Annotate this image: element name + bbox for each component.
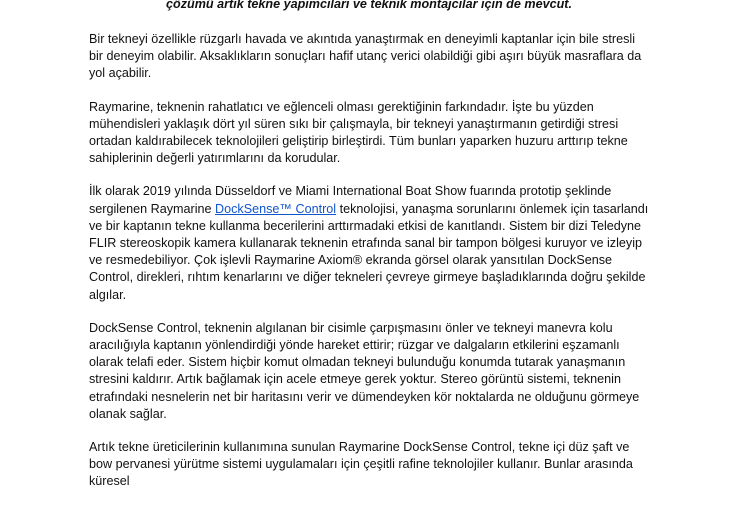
paragraph-1: Bir tekneyi özellikle rüzgarlı havada ve akıntıda yanaştırmak en deneyimli kaptanlar için bile stresli bir deneyim olabilir. Aksaklıkların sonuçları hafif utanç verici olabildiği gibi aşırı büyük masraflara da yol açabilir. bbox=[89, 32, 642, 81]
paragraph-4: DockSense Control, teknenin algılanan bir cisimle çarpışmasını önler ve tekneyi manevra kolu aracılığıyla kaptanın yönlendirdiği yönde hareket ettirir; rüzgar ve dalgaların etkilerini eşzamanlı olarak telafi eder. Sistem hiçbir komut olmadan tekneyi bulunduğu konumda tutarak yanaşmanın stresini kaldırır. Artık bağlamak için acele etmeye gerek yoktur. Stereo görüntü sistemi, teknenin etrafındaki nesnelerin net bir haritasını verir ve dümendeyken kör noktalarda ne olduğunu görmeye olanak sağlar. bbox=[89, 320, 640, 421]
paragraph-5: Artık tekne üreticilerinin kullanımına sunulan Raymarine DockSense Control, tekne içi düz şaft ve bow pervanesi yürütme sistemi uygulamaları için çeşitli rafine teknolojiler kullanır. Bunlar arasında küresel bbox=[89, 440, 633, 489]
document-body bbox=[89, 0, 649, 507]
docksense-control-link[interactable]: DockSense™ Control bbox=[215, 201, 337, 216]
paragraph-3-text-end: teknolojisi, yanaşma sorunlarını önlemek için tasarlandı ve bir kaptanın tekne kullanma becerilerini arttırmadaki etkisi de kanıtlandı. Sistem bir dizi Teledyne FLIR stereoskopik kamera kullanarak teknenin etrafında sanal bir tampon bölgesi kuruyor ve izleyip ve resmedebiliyor. Çok işlevli Raymarine Axiom® ekranda görsel olarak yansıtılan DockSense Control, direkleri, rıhtım kenarlarını ve diğer tekneleri çevreye girmeye başladıklarında doğru şekilde algılar. bbox=[89, 201, 649, 302]
paragraph-3 bbox=[89, 183, 649, 303]
paragraph-3-text-start: İlk olarak 2019 yılında Düsseldorf ve Miami International Boat Show fuarında prototip şeklinde sergilenen Raymarine bbox=[89, 184, 612, 216]
paragraph-2: Raymarine, teknenin rahatlatıcı ve eğlenceli olması gerektiğinin farkındadır. İşte bu yüzden mühendisleri yaklaşık dört yıl süren sıkı bir çalışmayla, bir tekneyi yanaştırmanın getirdiği stresi ortadan kaldırabilecek teknolojileri geliştirip birleştirdi. Tüm bunları yaparken huzuru arttırıp tekne sahiplerinin değerli yatırımlarını da korudular. bbox=[89, 99, 628, 166]
lead-line: çözümü artık tekne yapımcıları ve teknik montajcılar için de mevcut. bbox=[166, 0, 572, 11]
